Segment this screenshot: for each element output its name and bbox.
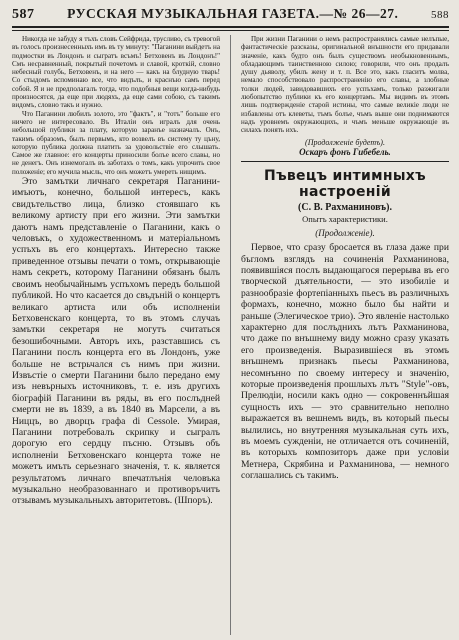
right-column <box>241 35 449 635</box>
article-continuation-note: (Продолженіе). <box>315 228 375 239</box>
left-column <box>12 35 220 635</box>
page-number: 587 <box>12 7 35 22</box>
article-subtitle: Опытъ характеристики. <box>302 214 388 225</box>
left-paragraph-2: Что Паганини любилъ золото, это "фактъ", и "тотъ" больше его ничего не интересовало. Въ Италіи онъ игралъ для очень небольшой публики за плату, которую заранъе назначалъ. Онъ, такимъ образомъ, былъ первымъ, кто возвелъ въ систему ту цъну, которую публика должна платить за удовольствіе его слышать. Самое же главное: его концерты приносили болъе всего славы, но не денегъ. Онъ изнемогалъ въ заботахъ о томъ, какъ упрочить свое положеніе; его мучила мысль, что онъ можетъ умереть нищимъ. <box>12 109 220 176</box>
left-paragraph-1: Никогда не забуду я тъхъ словъ Сейфрида, трусливо, съ тревогой въ голосъ произнесенныхъ имъ въ ту минуту: "Паганини выйдетъ на подмостки въ Лондонъ и сыгратъ всъмъ! Бетховенъ въ Лондонъ!" Смъ несравненный, покрытый почетомъ и славой, кроткій, словно небесный голубь, Бетховенъ, и на него — какъ на блудную тварь! Со стыдомъ вспоминаю все, что видълъ, и краснъю самъ перед собой. Я и не предполагалъ тогда, что подобныя вещи когда-нибудь произносятся, да еще при людяхъ, да еще сами собою, съ такимъ видомъ, словно такъ и нужно. <box>12 35 220 110</box>
right-paragraph-1: При жизни Паганини о немъ распространялись самые нелъпые, фантастическіе разсказы, оригинальной внъшности его придавали значеніе, какъ будто онъ былъ существомъ необыкновеннымъ, обладающимъ таинственною силою; говорили, что онъ продалъ душу дьяволу, убилъ жену и т. п. Все это, какъ гласитъ молва, немало способствовало распространенію его славы, а злобные толки людей, завидовавшихъ его успъхамъ, только разжигали любопытство публики къ его концертамъ. Мы видимъ въ этомъ лишь подтвержденіе старой истины, что самые великіе люди не избавлены отъ клеветы, тъмъ болъе, чъмъ выше они поднимаются надъ уровнемъ окружающихъ, и чъмъ меньше окружающіе въ силахъ понять ихъ. <box>241 35 449 135</box>
newspaper-title: РУССКАЯ МУЗЫКАЛЬНАЯ ГАЗЕТА.—№ 26—27. <box>67 6 399 21</box>
article-title: Пъвецъ интимныхъ настроеній <box>264 168 426 201</box>
continued-note: (Продолженіе будетъ). <box>305 137 385 147</box>
page-header <box>12 6 449 24</box>
section-divider <box>241 161 449 162</box>
article-author: (С. В. Рахманиновъ). <box>298 202 392 214</box>
column-divider <box>230 35 231 635</box>
author-signature: Оскаръ фонъ Гибебель. <box>299 146 391 157</box>
header-mark: 588 <box>431 9 449 21</box>
header-rule <box>12 26 449 28</box>
right-paragraph-2: Первое, что сразу бросается въ глаза даже при бъгломъ взглядъ на сочиненія Рахманинова, появившіяся послъ выдающагося перерыва въ его творческой дъятельности, — это изобиліе и разнообразіе фортепіанныхъ пьесъ въ различныхъ формахъ, конечно, можно было бы найти и раньше (Элегическое трио). Это явленіе настолько характерно для послъднихъ лътъ Рахманинова, что даже по внъшнему виду можно сразу указать его произведенія. Выразившіеся въ этомъ внъшнемъ признакъ пьесы Рахманинова, несомнънно по своему интересу и значенію, которые произведенія прошлыхъ лътъ "Style"-овъ, Прелюдіи, носили какъ одно — сокровеннъйшая сущность ихъ — это сравнительно неполно выражается въ вешнемъ видъ, въ который пьесы вылились, но внутренняя музыкальная суть ихъ, въ моемъ сужденіи, не отличается отъ сочиненій, въ которыхъ композиторъ даже при условіи Метнера, Скрябина и Рахманинова, — немного соглашались съ такимъ. <box>241 242 449 482</box>
left-paragraph-3: Это замътки личнаго секретаря Паганини-имъютъ, конечно, большой интересъ, какъ свидътельство лица, близко стоявшаго къ великому артисту при его жизни. Эти замътки даютъ намъ представленіе о Паганини, какъ о человъкъ, о художественномъ и матеріальномъ успъхъ въ его концертахъ. Интересно также приведенное отзывы печати о томъ, открывающіе намъ секретъ, которому Паганини обязанъ былъ своимъ необычайнымъ успъхомъ передъ большой публикой. Но что касается до свъдъній о концертъ великаго артиста или объ исполненіи Бетховенскаго концерта, то въ этомъ случаъ замътки секретаря не могутъ считаться безошибочными. Авторъ ихъ, разставшись съ Паганини послъ концерта его въ Лондонъ, уже больше не встрьчался съ нимъ при жизни. Извъстіе о смерти Паганини было передано ему изъ невърныхъ источниковъ, т. е. изъ другихъ біографій Паганини въ ряды, въ его послъдней смерти не въ 1839, а въ 1840 въ Марсели, а въ Ниццъ, во дворцъ графа di Cessole. Умирая, Паганини потребовалъ скрипку и сыгралъ дорогую его сердцу пъсню. Отзывъ объ исполненіи Бетховенскаго концерта тоже не можетъ имъть серьезнаго значенія, т. к. является результатомъ личнаго впечатлънія человъка музыкально необразованнаго и противоръчитъ отзывамъ музыкальныхъ авторитетовъ. (Шпоръ). <box>12 176 220 507</box>
columns <box>12 35 449 635</box>
header-rule-thin <box>12 30 449 31</box>
